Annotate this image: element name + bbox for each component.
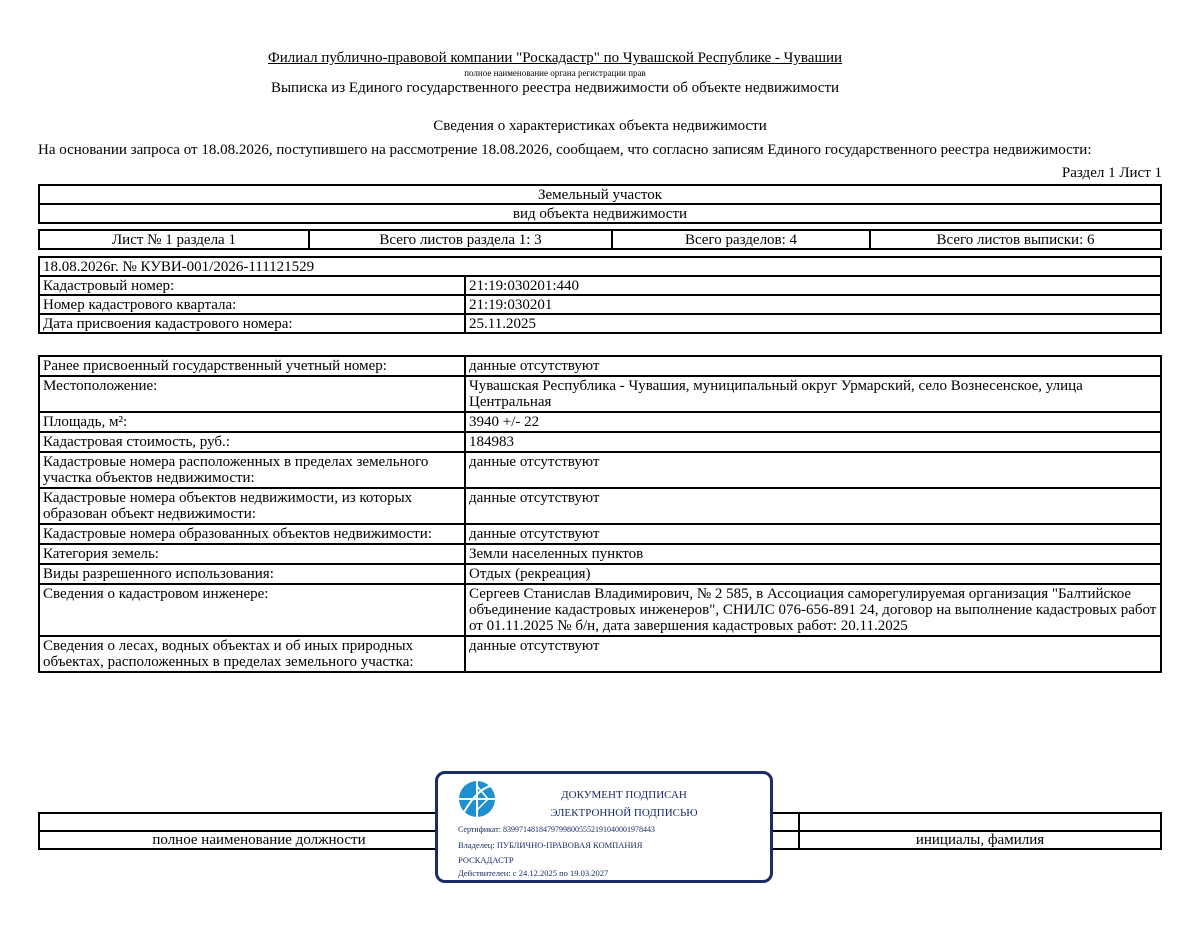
table-row <box>39 564 1161 584</box>
cadastral-quarter-label: Номер кадастрового квартала: <box>39 295 465 314</box>
section-sheet-label: Раздел 1 Лист 1 <box>1061 165 1162 181</box>
table-row <box>39 314 1161 333</box>
cadastral-number-value: 21:19:030201:440 <box>465 276 1161 295</box>
object-kind-value: Земельный участок <box>39 185 1161 204</box>
row-label: Кадастровая стоимость, руб.: <box>39 432 465 452</box>
table-row <box>39 376 1161 412</box>
electronic-signature-stamp <box>435 771 773 883</box>
row-label: Сведения о кадастровом инженере: <box>39 584 465 636</box>
stamp-owner: Владелец: ПУБЛИЧНО-ПРАВОВАЯ КОМПАНИЯ <box>458 840 643 850</box>
object-kind-table <box>38 184 1162 224</box>
row-value: 3940 +/- 22 <box>465 412 1161 432</box>
row-value: Чувашская Республика - Чувашия, муниципальный округ Урмарский, село Вознесенское, улица Центральная <box>465 376 1161 412</box>
stamp-validity: Действителен: с 24.12.2025 по 19.03.2027 <box>458 868 609 878</box>
row-label: Кадастровые номера образованных объектов недвижимости: <box>39 524 465 544</box>
stamp-line-signed: ДОКУМЕНТ ПОДПИСАН <box>561 789 687 801</box>
row-label: Кадастровые номера расположенных в пределах земельного участка объектов недвижимости: <box>39 452 465 488</box>
row-value: данные отсутствуют <box>465 452 1161 488</box>
document-title: Выписка из Единого государственного реестра недвижимости об объекте недвижимости <box>270 80 840 96</box>
row-value: данные отсутствуют <box>465 488 1161 524</box>
assignment-date-label: Дата присвоения кадастрового номера: <box>39 314 465 333</box>
table-row <box>39 488 1161 524</box>
row-value: Отдых (рекреация) <box>465 564 1161 584</box>
cadastral-quarter-value: 21:19:030201 <box>465 295 1161 314</box>
row-label: Кадастровые номера объектов недвижимости, из которых образован объект недвижимости: <box>39 488 465 524</box>
sheets-table <box>38 229 1162 250</box>
stamp-certificate: Сертификат: 8399714818479799800555219104000197844З <box>458 825 655 834</box>
table-row <box>39 276 1161 295</box>
total-section-sheets: Всего листов раздела 1: 3 <box>309 230 612 249</box>
table-row <box>39 524 1161 544</box>
assignment-date-value: 25.11.2025 <box>465 314 1161 333</box>
stamp-line-electronic: ЭЛЕКТРОННОЙ ПОДПИСЬЮ <box>550 807 698 819</box>
organization-name: Филиал публично-правовой компании "Роскадастр" по Чувашской Республике - Чувашии <box>267 50 843 66</box>
name-caption: инициалы, фамилия <box>799 831 1161 849</box>
sheet-number: Лист № 1 раздела 1 <box>39 230 309 249</box>
name-field <box>799 813 1161 831</box>
row-value: 184983 <box>465 432 1161 452</box>
table-row <box>39 452 1161 488</box>
row-label: Местоположение: <box>39 376 465 412</box>
row-value: Земли населенных пунктов <box>465 544 1161 564</box>
position-caption: полное наименование должности <box>39 831 479 849</box>
table-row <box>39 432 1161 452</box>
object-kind-caption: вид объекта недвижимости <box>39 204 1161 223</box>
table-row <box>39 356 1161 376</box>
row-value: данные отсутствуют <box>465 356 1161 376</box>
characteristics-table <box>38 355 1162 673</box>
section-title: Сведения о характеристиках объекта недвижимости <box>433 118 767 134</box>
table-row <box>39 584 1161 636</box>
row-label: Сведения о лесах, водных объектах и об иных природных объектах, расположенных в пределах земельного участка: <box>39 636 465 672</box>
stamp-owner-name: РОСКАДАСТР <box>458 855 514 865</box>
cadastral-number-label: Кадастровый номер: <box>39 276 465 295</box>
position-field <box>39 813 479 831</box>
table-row <box>39 295 1161 314</box>
identifiers-table <box>38 256 1162 334</box>
total-sections: Всего разделов: 4 <box>612 230 870 249</box>
row-value: данные отсутствуют <box>465 524 1161 544</box>
row-label: Ранее присвоенный государственный учетный номер: <box>39 356 465 376</box>
row-label: Виды разрешенного использования: <box>39 564 465 584</box>
basis-text: На основании запроса от 18.08.2026, поступившего на рассмотрение 18.08.2026, сообщаем, что согласно записям Единого государственного реестра недвижимости: <box>38 142 1092 158</box>
row-label: Категория земель: <box>39 544 465 564</box>
request-number: 18.08.2026г. № КУВИ-001/2026-111121529 <box>39 257 1161 276</box>
row-label: Площадь, м²: <box>39 412 465 432</box>
table-row <box>39 412 1161 432</box>
table-row <box>39 636 1161 672</box>
organization-caption: полное наименование органа регистрации прав <box>464 68 646 78</box>
table-row <box>39 544 1161 564</box>
row-value: Сергеев Станислав Владимирович, № 2 585, в Ассоциация саморегулируемая организация "Балтийское объединение кадастровых инженеров", СНИЛС 076-656-891 24, договор на выполнение кадастровых работ от 01.11.2025 № б/н, дата завершения кадастровых работ: 20.11.2025 <box>465 584 1161 636</box>
row-value: данные отсутствуют <box>465 636 1161 672</box>
total-extract-sheets: Всего листов выписки: 6 <box>870 230 1161 249</box>
